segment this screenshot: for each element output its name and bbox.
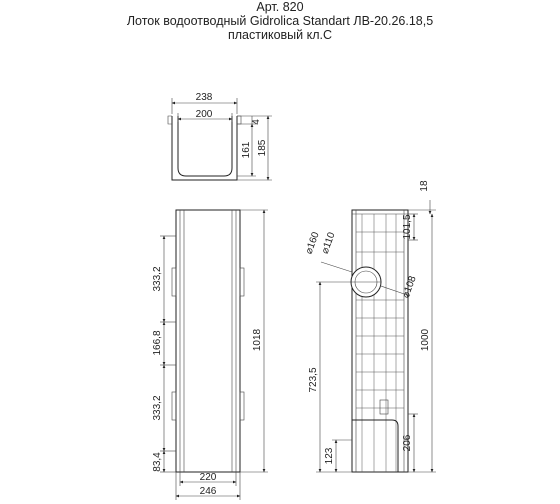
dim-200-label: 200 bbox=[195, 109, 213, 120]
dim-101-5-label: 101,5 bbox=[402, 214, 413, 240]
dim-seg4-label: 83,4 bbox=[152, 452, 163, 472]
dim-161-label: 161 bbox=[241, 141, 252, 159]
bottom-outlet bbox=[352, 420, 398, 472]
dim-185-label: 185 bbox=[257, 139, 268, 157]
product-subtitle: пластиковый кл.С bbox=[227, 28, 333, 42]
channel-profile-inner bbox=[178, 116, 232, 176]
side-lug bbox=[240, 268, 244, 296]
side-lug bbox=[172, 268, 176, 296]
dia-108-label: ⌀108 bbox=[400, 274, 419, 300]
product-title: Лоток водоотводный Gidrolica Standart ЛВ-20.26.18,5 bbox=[126, 14, 434, 28]
dim-seg2-label: 166,8 bbox=[152, 330, 163, 356]
channel-profile-outer bbox=[172, 116, 237, 180]
dim-4-label: 4 bbox=[251, 119, 262, 125]
dim-246-label: 246 bbox=[199, 486, 217, 497]
top-view-outline bbox=[176, 210, 240, 472]
dia-160-label: ⌀160 bbox=[303, 230, 322, 256]
dim-723-5-label: 723,5 bbox=[308, 367, 319, 393]
dim-18-label: 18 bbox=[419, 180, 430, 192]
section-view bbox=[168, 92, 272, 180]
dim-220-label: 220 bbox=[199, 472, 217, 483]
side-view bbox=[304, 180, 436, 472]
side-view-outline bbox=[352, 210, 408, 472]
dim-seg1-label: 333,2 bbox=[152, 266, 163, 292]
outlet-marker bbox=[380, 400, 388, 414]
dim-1018-label: 1018 bbox=[252, 328, 263, 352]
dim-123-label: 123 bbox=[324, 447, 335, 465]
side-lug bbox=[240, 392, 244, 420]
dim-238-label: 238 bbox=[195, 92, 213, 103]
top-view bbox=[152, 210, 268, 500]
side-lug bbox=[172, 392, 176, 420]
article-number: Арт. 820 bbox=[256, 0, 304, 14]
dia-110-label: ⌀110 bbox=[319, 230, 338, 256]
dim-seg3-label: 333,2 bbox=[152, 395, 163, 421]
side-view-ribs bbox=[356, 214, 404, 472]
dim-1000-label: 1000 bbox=[420, 328, 431, 352]
dim-206-label: 206 bbox=[402, 434, 413, 452]
